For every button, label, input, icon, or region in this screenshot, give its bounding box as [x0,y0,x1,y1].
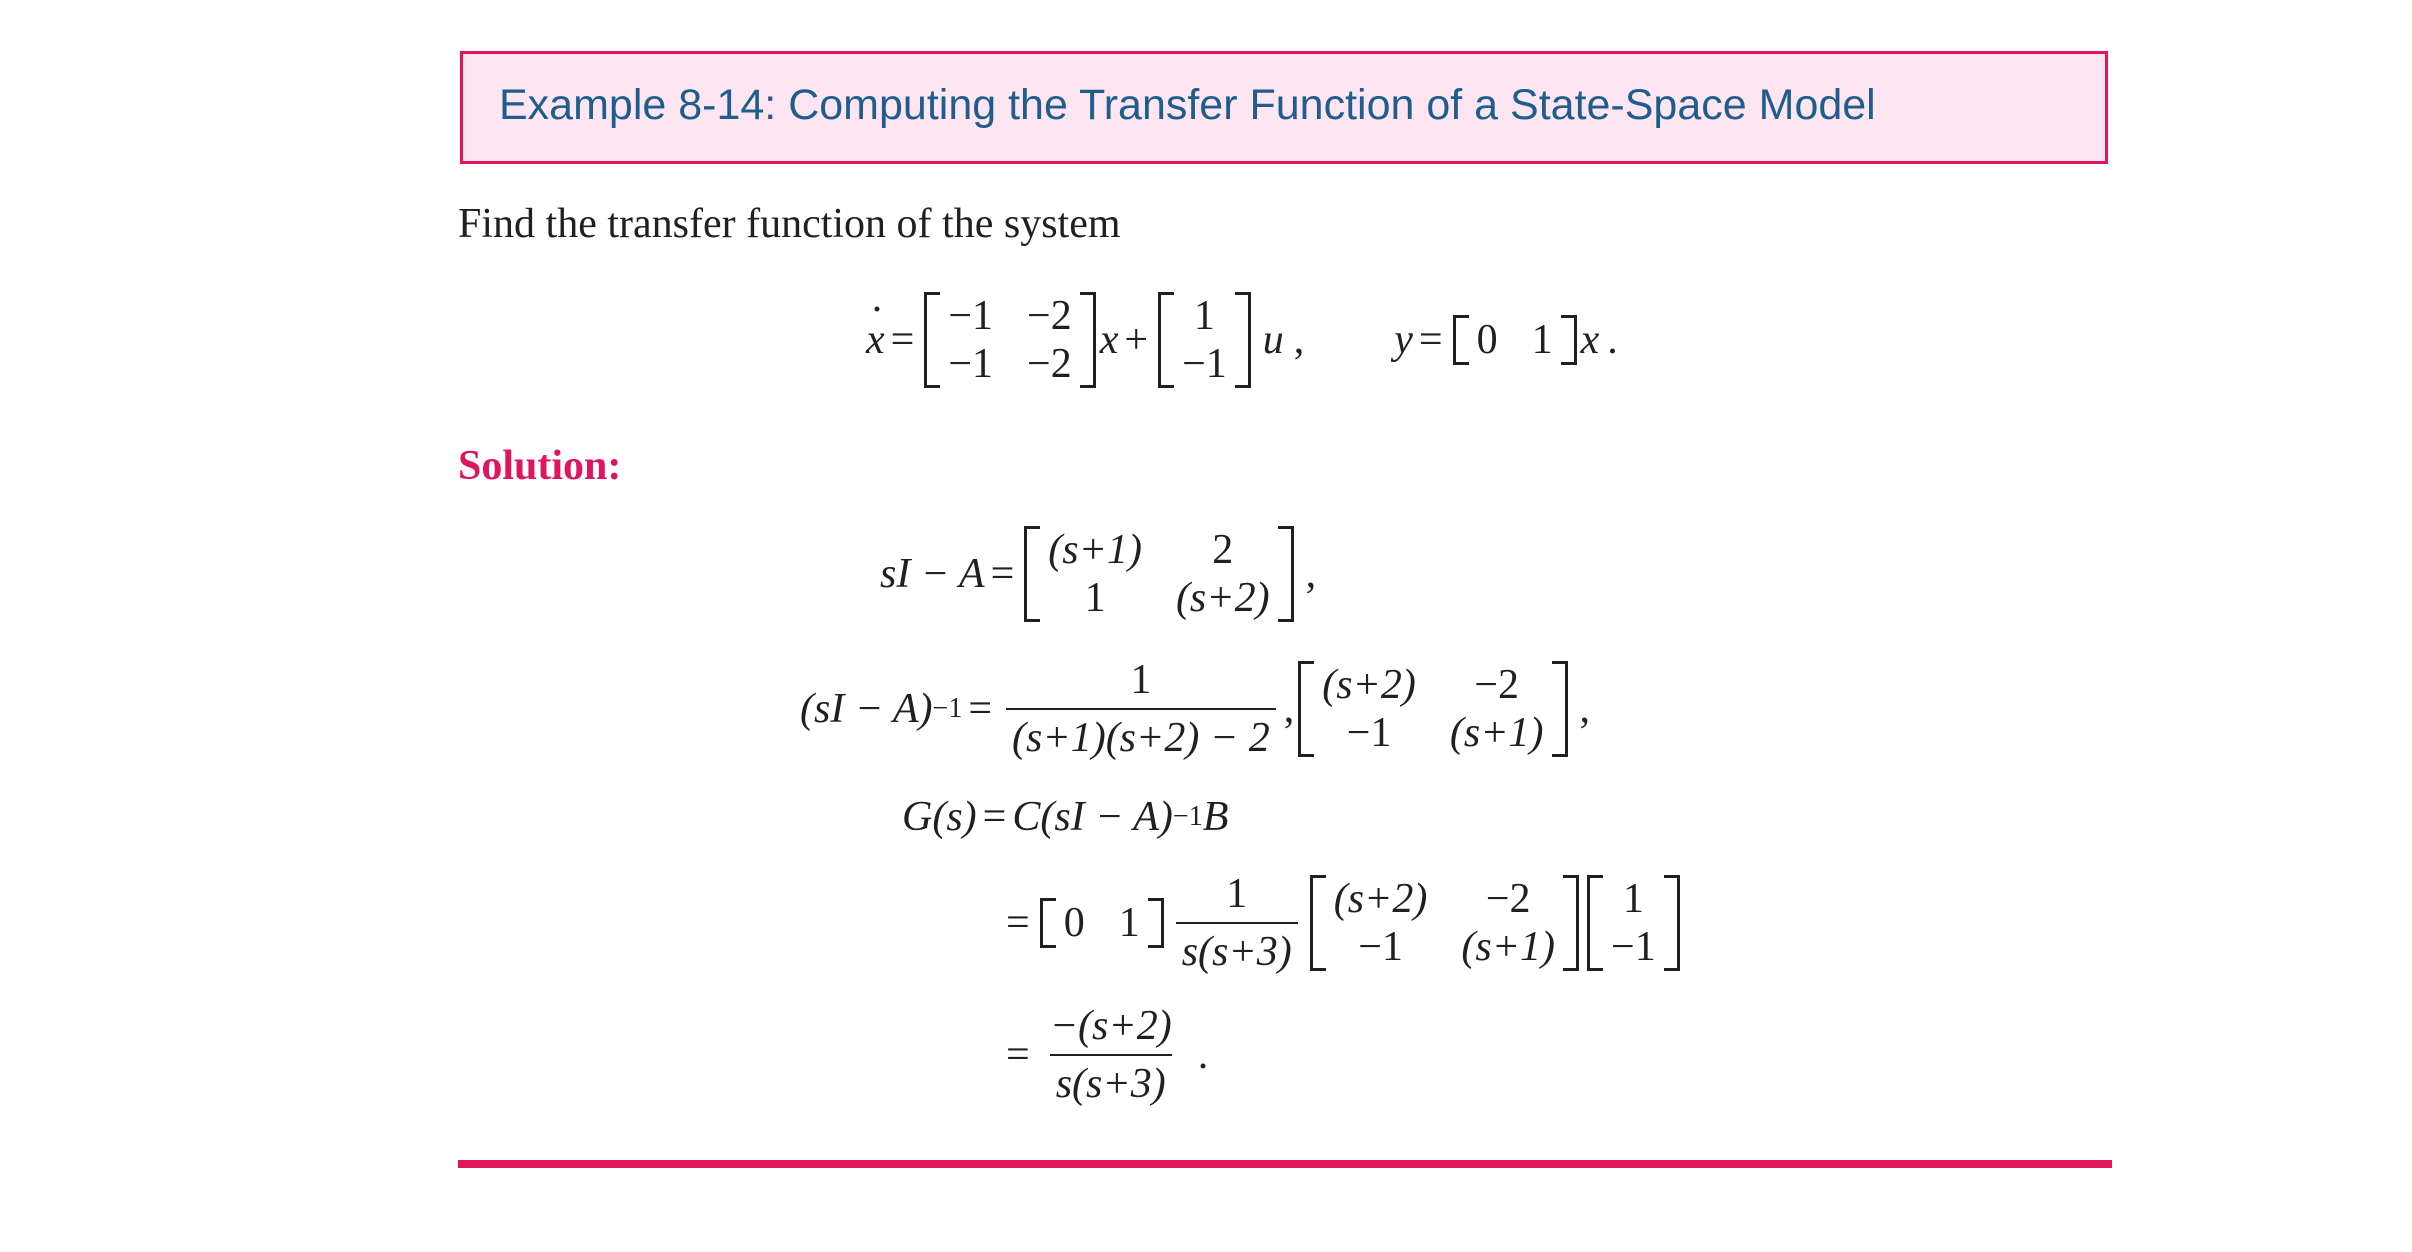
matrix-cell: −2 [1485,876,1531,922]
output-y: y [1394,317,1413,364]
comma: , [1305,551,1317,598]
left-bracket [1158,292,1174,388]
lhs: G(s) [902,794,977,840]
matrix [1024,526,1293,622]
matrix-cells [1040,526,1277,622]
equals-sign: = [968,686,993,733]
equation-result [1000,1004,1208,1106]
period: . [1197,1032,1209,1079]
comma: , [1283,686,1295,733]
equation-inverse: (sI − A) −1 = $\frac{1}{(s+1)(s+2) - 2}$ , (s+2) −2 −1 (s+1) , [800,657,1591,762]
matrix [1310,875,1579,971]
example-title-box [460,51,2108,164]
equals-sign: = [1006,900,1030,947]
lhs: (sI − A) [800,686,933,733]
right-bracket [1148,898,1164,948]
rhs-B: B [1202,794,1229,840]
equals-sign: = [1418,317,1443,364]
right-bracket [1563,875,1579,971]
rhs: C(sI − A) [1012,794,1173,840]
state-x: x [1099,317,1119,364]
left-bracket [1298,661,1314,757]
matrix-cell: (s+1) [1048,527,1142,573]
left-bracket [924,292,940,388]
equation-sI-minus-A [880,526,1316,622]
fraction [1176,872,1298,974]
matrix-cell: (s+2) [1333,876,1428,922]
matrix-cell: (s+2) [1322,662,1416,708]
lhs: sI − A [880,551,985,598]
left-bracket [1310,875,1326,971]
denominator: (s+1)(s+2) − 2 [1006,708,1276,760]
matrix-cell: −2 [1027,341,1072,388]
period: . [1607,317,1618,364]
bottom-rule [458,1160,2112,1168]
matrix-cell: −1 [1358,924,1403,971]
equals-sign: = [1006,1032,1030,1079]
numerator: 1 [1226,871,1248,917]
matrix-cell: −2 [1027,293,1072,339]
right-bracket [1235,292,1251,388]
matrix-cell: 1 [1118,900,1140,947]
matrix-cell: −1 [948,341,994,388]
matrix-cell: 0 [1063,900,1085,947]
matrix-A [924,292,1095,388]
matrix [1298,661,1567,757]
matrix-cell: 1 [1622,876,1644,922]
matrix-cells [940,292,1079,388]
matrix-cells [1174,292,1235,388]
plus-sign: + [1124,317,1149,364]
column-vector [1587,875,1680,971]
equals-sign: = [890,317,915,364]
numerator: 1 [1130,657,1152,703]
equation-transfer-function: G(s) = C(sI − A) −1 B [902,794,1229,840]
matrix-cell: (s+2) [1175,575,1270,622]
xdot-symbol: · x [866,319,885,361]
denominator: s(s+3) [1050,1054,1172,1106]
example-title: Example 8-14: Computing the Transfer Function of a State-Space Model [499,81,1876,129]
left-bracket [1587,875,1603,971]
matrix-cells [1603,875,1664,971]
matrix-cell: 2 [1212,527,1234,573]
left-bracket [1040,898,1056,948]
equals-sign: = [990,551,1015,598]
fraction [1006,658,1276,760]
system-equation [866,292,1618,388]
right-bracket [1080,292,1096,388]
equals-sign: = [982,794,1007,840]
numerator: −(s+2) [1049,1003,1172,1049]
denominator: s(s+3) [1176,922,1298,974]
matrix-cell: −1 [1611,924,1656,971]
comma: , [1293,317,1305,364]
matrix-cell: −1 [948,293,994,339]
solution-label: Solution: [458,443,622,489]
matrix-cell: (s+1) [1461,924,1556,971]
matrix-cells [1314,661,1551,757]
comma: , [1579,686,1591,733]
fraction [1044,1004,1178,1106]
right-bracket [1664,875,1680,971]
matrix-cells [1469,316,1561,364]
matrix-B [1158,292,1251,388]
right-bracket [1552,661,1568,757]
problem-statement: Find the transfer function of the system [458,201,1121,247]
matrix-cell: 1 [1084,575,1106,622]
matrix-cell: −2 [1474,662,1520,708]
right-bracket [1278,526,1294,622]
state-x: x [1580,317,1600,364]
equation-substitution [1000,872,1684,974]
left-bracket [1453,315,1469,365]
input-u: u [1262,317,1284,364]
matrix-cell: (s+1) [1449,710,1544,757]
left-bracket [1024,526,1040,622]
matrix-cell: 1 [1531,317,1553,364]
matrix-C [1453,315,1577,365]
matrix-cells [1056,899,1148,947]
matrix-cell: −1 [1182,341,1227,388]
matrix-cell: −1 [1346,710,1392,757]
right-bracket [1561,315,1577,365]
matrix-cell: 0 [1476,317,1498,364]
matrix-cells [1326,875,1563,971]
matrix-cell: 1 [1193,293,1215,339]
row-vector [1040,898,1164,948]
